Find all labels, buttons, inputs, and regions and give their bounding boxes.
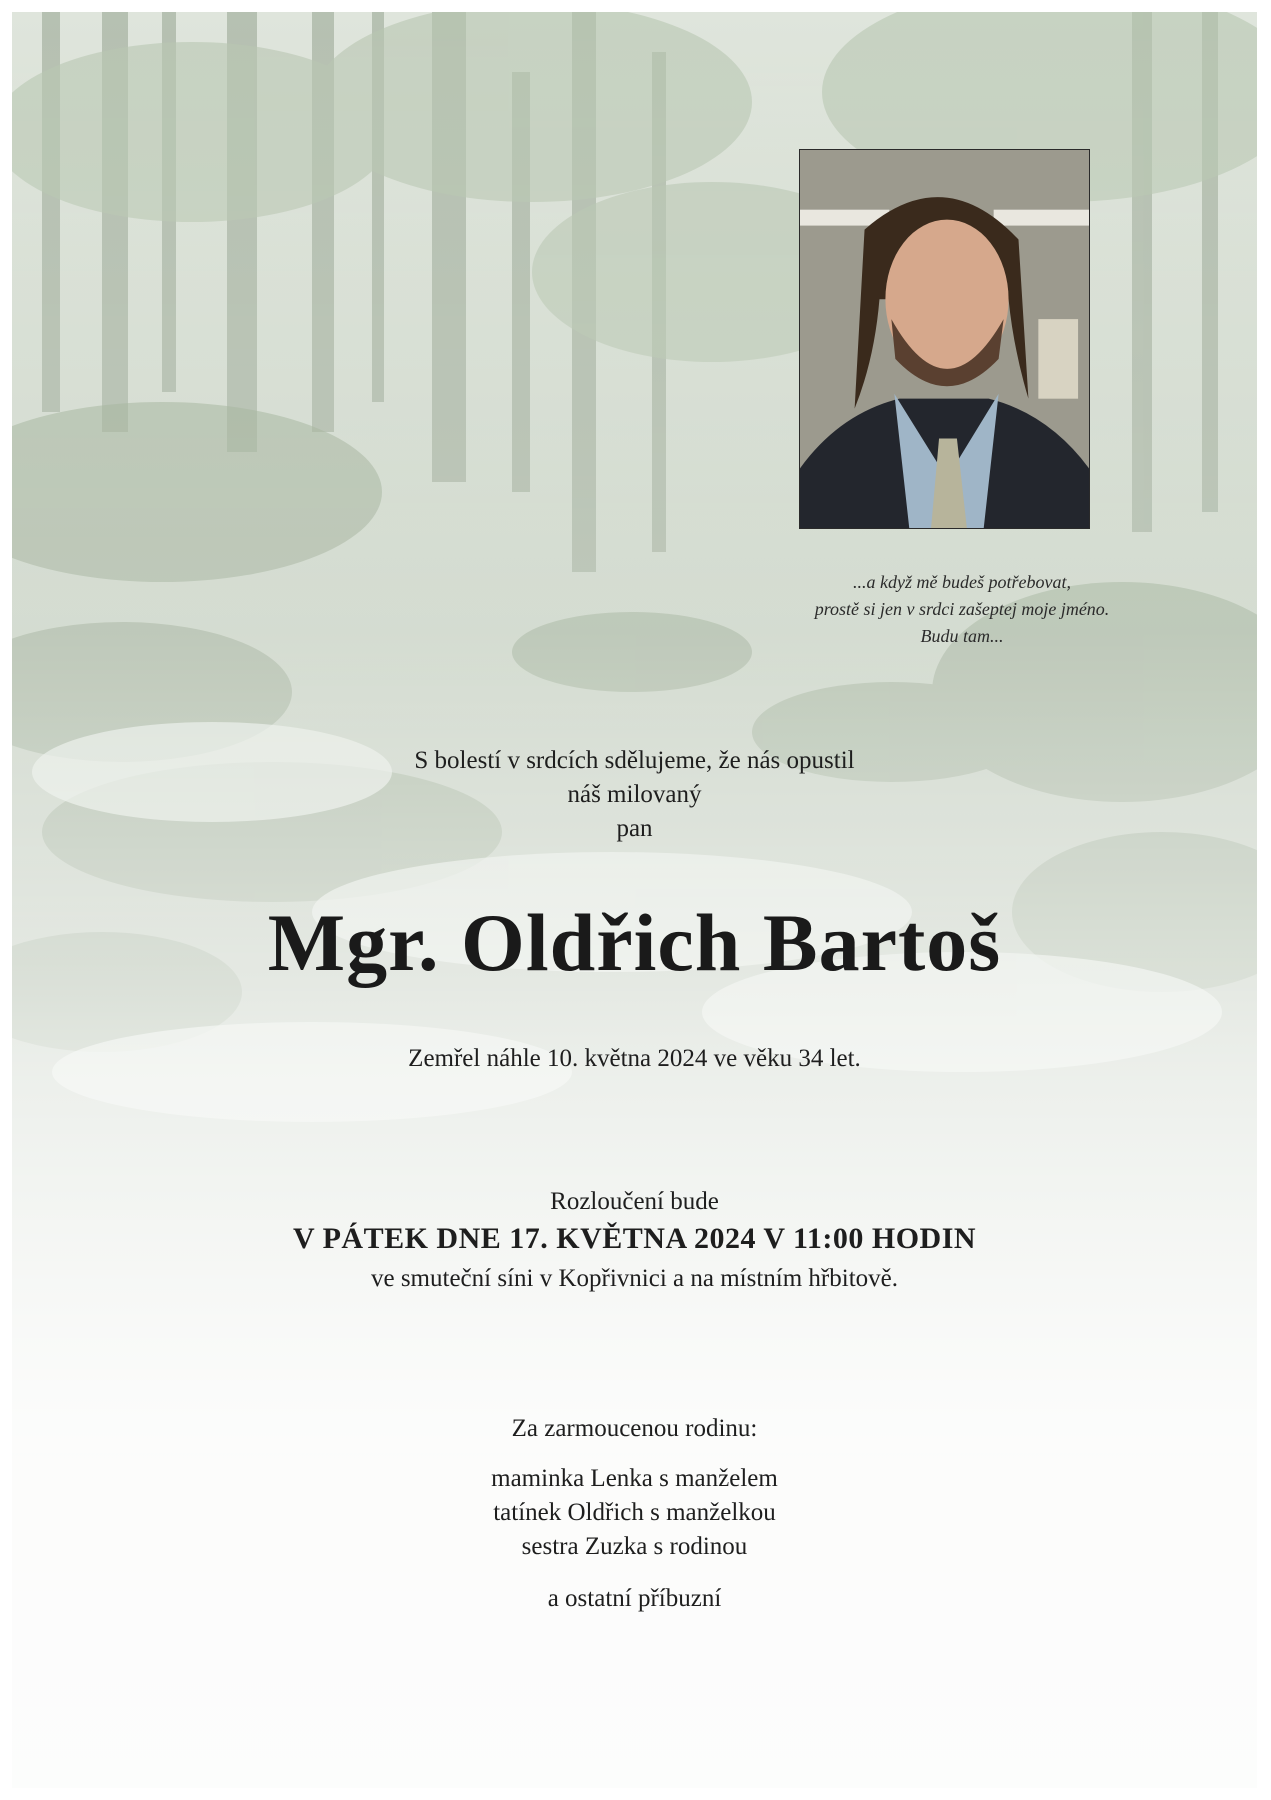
portrait-photo <box>799 149 1090 529</box>
death-notice: Zemřel náhle 10. května 2024 ve věku 34 let. <box>408 1045 861 1072</box>
announcement-intro <box>12 744 1257 846</box>
family-member: sestra Zuzka s rodinou <box>521 1533 748 1560</box>
memorial-quote <box>712 569 1212 650</box>
farewell-place: ve smuteční síni v Kopřivnici a na místním hřbitově. <box>370 1265 898 1292</box>
obituary-sheet <box>12 12 1257 1788</box>
intro-line: náš milovaný <box>567 781 702 808</box>
deceased-name: Mgr. Oldřich Bartoš <box>267 897 1002 988</box>
quote-line: prostě si jen v srdci zašeptej moje jméno. <box>814 599 1110 619</box>
farewell-intro: Rozloučení bude <box>550 1188 719 1215</box>
family-member: maminka Lenka s manželem <box>491 1465 778 1492</box>
family-members <box>12 1462 1257 1564</box>
intro-line: pan <box>616 815 653 842</box>
family-others: a ostatní příbuzní <box>547 1585 722 1612</box>
quote-line: Budu tam... <box>920 626 1004 646</box>
quote-line: ...a když mě budeš potřebovat, <box>853 572 1071 592</box>
family-member: tatínek Oldřich s manželkou <box>493 1499 776 1526</box>
farewell-date: V PÁTEK DNE 17. KVĚTNA 2024 V 11:00 HODIN <box>292 1222 977 1255</box>
family-heading: Za zarmoucenou rodinu: <box>511 1415 758 1442</box>
intro-line: S bolestí v srdcích sdělujeme, že nás opustil <box>414 747 855 774</box>
